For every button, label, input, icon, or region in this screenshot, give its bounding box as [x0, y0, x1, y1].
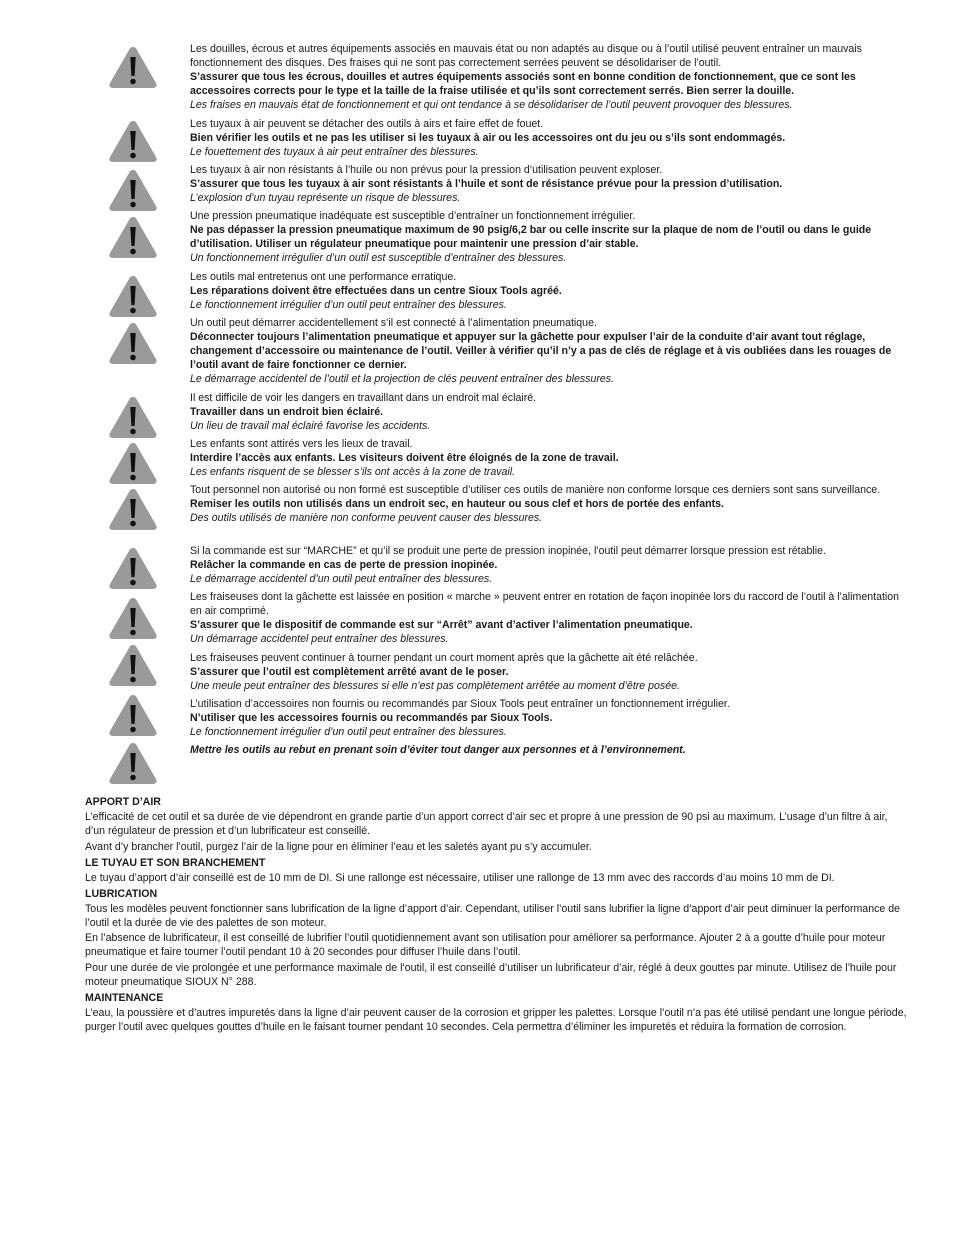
- warning-hazard: Il est difficile de voir les dangers en travaillant dans un endroit mal éclairé.: [190, 392, 537, 404]
- warning-triangle-icon: [108, 487, 158, 531]
- section-paragraph: En l’absence de lubrificateur, il est conseillé de lubrifier l’outil quotidiennement avant son utilisation pour améliorer sa performance. Ajouter 2 à a goutte d’huile pour moteur pneumatique et faire tourner l’outil pendant 10 à 20 secondes pour diffuser l’huile dans l’outil.: [85, 932, 886, 958]
- warning-hazard: Les outils mal entretenus ont une performance erratique.: [190, 271, 457, 283]
- warning-hazard: Tout personnel non autorisé ou non formé est susceptible d’utiliser ces outils de manière non conforme lorsque ces derniers sont sans surveillance.: [190, 484, 881, 496]
- warning-text: [190, 590, 910, 646]
- warning-instruction: S’assurer que tous les tuyaux à air sont résistants à l’huile et sont de résistance prévue pour la pression d’utilisation.: [190, 178, 783, 190]
- warning-instruction: Les réparations doivent être effectuées dans un centre Sioux Tools agréé.: [190, 285, 562, 297]
- warning-instruction: S’assurer que l’outil est complètement arrêté avant de le poser.: [190, 666, 509, 678]
- warning-instruction: Relâcher la commande en cas de perte de pression inopinée.: [190, 559, 498, 571]
- warning-triangle-icon: [108, 45, 158, 89]
- warning-instruction: N’utiliser que les accessoires fournis ou recommandés par Sioux Tools.: [190, 712, 553, 724]
- warning-text: [190, 117, 910, 159]
- warning-text: [190, 743, 910, 757]
- warning-text: [190, 270, 910, 312]
- warning-text: [190, 483, 910, 525]
- section-heading: LUBRICATION: [85, 887, 158, 900]
- warning-hazard: Les tuyaux à air non résistants à l’huile ou non prévus pour la pression d’utilisation peuvent exploser.: [190, 164, 663, 176]
- warning-disposal-note: Mettre les outils au rebut en prenant soin d’éviter tout danger aux personnes et à l’environnement.: [190, 744, 686, 756]
- warning-triangle-icon: [108, 119, 158, 163]
- warning-hazard: Les fraiseuses peuvent continuer à tourner pendant un court moment après que la gâchette ait été relâchée.: [190, 652, 698, 664]
- warning-text: [190, 163, 910, 205]
- warning-triangle-icon: [108, 441, 158, 485]
- warning-hazard: Si la commande est sur “MARCHE” et qu’il se produit une perte de pression inopinée, l’outil peut démarrer lorsque pression est rétablie.: [190, 545, 826, 557]
- warning-instruction: S’assurer que tous les écrous, douilles et autres équipements associés sont en bonne condition de fonctionnement, que ce sont les accessoires corrects pour le type et la taille de la fraise utilisée et qu’ils sont correctement serrés. Bien serrer la douille.: [190, 71, 856, 97]
- warning-consequence: Une meule peut entraîner des blessures si elle n’est pas complètement arrêtée au moment d’être posée.: [190, 680, 680, 692]
- section-paragraph: L’efficacité de cet outil et sa durée de vie dépendront en grande partie d’un apport correct d’air sec et propre à une pression de 90 psi au maximum. L’usage d’un filtre à air, d’un régulateur de pression et d’un lubrificateur est conseillé.: [85, 811, 888, 837]
- warning-consequence: Le fouettement des tuyaux à air peut entraîner des blessures.: [190, 146, 479, 158]
- warning-hazard: Les tuyaux à air peuvent se détacher des outils à airs et faire effet de fouet.: [190, 118, 544, 130]
- warning-text: [190, 316, 910, 386]
- warning-consequence: Un lieu de travail mal éclairé favorise les accidents.: [190, 420, 431, 432]
- section-paragraph: Pour une durée de vie prolongée et une performance maximale de l’outil, il est conseillé d’utiliser un lubrificateur d’air, réglé à deux gouttes par minute. Utilisez de l’huile pour moteur pneumatique SIOUX N° 288.: [85, 961, 897, 988]
- warning-consequence: L’explosion d’un tuyau représente un risque de blessures.: [190, 192, 461, 204]
- section: [85, 795, 910, 854]
- warning-consequence: Le fonctionnement irrégulier d’un outil peut entraîner des blessures.: [190, 726, 507, 738]
- warning-text: [190, 544, 910, 586]
- warning-triangle-icon: [108, 643, 158, 687]
- section-heading: MAINTENANCE: [85, 991, 164, 1004]
- section: [85, 856, 910, 885]
- warning-text: [190, 391, 910, 433]
- warning-triangle-icon: [108, 321, 158, 365]
- warning-text: [190, 209, 910, 265]
- warning-triangle-icon: [108, 215, 158, 259]
- warning-consequence: Un démarrage accidentel peut entraîner des blessures.: [190, 633, 449, 645]
- warning-instruction: Ne pas dépasser la pression pneumatique maximum de 90 psig/6,2 bar ou celle inscrite sur la plaque de nom de l’outil ou dans le guide d’utilisation. Utiliser un régulateur pneumatique pour maintenir une pression d’air stable.: [190, 224, 872, 250]
- section-heading: LE TUYAU ET SON BRANCHEMENT: [85, 856, 266, 869]
- warning-hazard: L’utilisation d’accessoires non fournis ou recommandés par Sioux Tools peut entraîner un fonctionnement irrégulier.: [190, 698, 730, 710]
- section-paragraph: L’eau, la poussière et d’autres impuretés dans la ligne d’air peuvent causer de la corrosion et gripper les palettes. Lorsque l’outil n’a pas été utilisé pendant une longue période, purger l’outil avec quelques gouttes d’huile en le faisant tourner pendant 10 secondes. Cela permettra d’éliminer les impuretés et réduira la formation de corrosion.: [85, 1006, 907, 1033]
- warning-text: [190, 437, 910, 479]
- warning-consequence: Le démarrage accidentel de l’outil et la projection de clés peuvent entraîner des blessures.: [190, 373, 615, 385]
- warning-triangle-icon: [108, 741, 158, 785]
- warning-triangle-icon: [108, 546, 158, 590]
- warning-hazard: Un outil peut démarrer accidentellement s’il est connecté à l’alimentation pneumatique.: [190, 317, 597, 329]
- warning-consequence: Le démarrage accidentel d’un outil peut entraîner des blessures.: [190, 573, 493, 585]
- section-heading: APPORT D’AIR: [85, 796, 161, 808]
- warning-hazard: Une pression pneumatique inadéquate est susceptible d’entraîner un fonctionnement irrégulier.: [190, 210, 636, 222]
- warning-text: [190, 697, 910, 739]
- instructions-sections: [85, 793, 910, 1035]
- warning-hazard: Les fraiseuses dont la gâchette est laissée en position « marche » peuvent entrer en rotation de façon inopinée lors du raccord de l’outil à l’alimentation en air comprimé.: [190, 591, 900, 617]
- warning-triangle-icon: [108, 693, 158, 737]
- warning-consequence: Le fonctionnement irrégulier d’un outil peut entraîner des blessures.: [190, 299, 507, 311]
- warning-consequence: Les fraises en mauvais état de fonctionnement et qui ont tendance à se désolidariser de l’outil peuvent provoquer des blessures.: [190, 99, 793, 111]
- warning-consequence: Un fonctionnement irrégulier d’un outil est susceptible d’entraîner des blessures.: [190, 252, 567, 264]
- warning-text: [190, 651, 910, 693]
- section-paragraph: Tous les modèles peuvent fonctionner sans lubrification de la ligne d’apport d’air. Cependant, utiliser l’outil sans lubrifier la ligne d’apport d’air peut diminuer la performance de l’outil et la durée de vie des palettes de son moteur.: [85, 902, 901, 929]
- warning-instruction: Bien vérifier les outils et ne pas les utiliser si les tuyaux à air ou les accessoires ont du jeu ou s’ils sont endommagés.: [190, 132, 786, 144]
- warning-hazard: Les douilles, écrous et autres équipements associés en mauvais état ou non adaptés au disque ou à l’outil utilisé peuvent entraîner un mauvais fonctionnement des disques. Des fraises qui ne sont pas correctement serrées peuvent se désolidariser de l’outil.: [190, 43, 862, 69]
- warning-triangle-icon: [108, 395, 158, 439]
- section: [85, 887, 910, 989]
- warning-consequence: Les enfants risquent de se blesser s’ils ont accès à la zone de travail.: [190, 466, 516, 478]
- warning-triangle-icon: [108, 168, 158, 212]
- warning-instruction: Interdire l’accès aux enfants. Les visiteurs doivent être éloignés de la zone de travail.: [190, 452, 619, 464]
- warning-consequence: Des outils utilisés de manière non conforme peuvent causer des blessures.: [190, 512, 543, 524]
- warning-triangle-icon: [108, 274, 158, 318]
- section-paragraph: Le tuyau d’apport d’air conseillé est de 10 mm de DI. Si une rallonge est nécessaire, utiliser une rallonge de 13 mm avec des raccords d’au moins 10 mm de DI.: [85, 871, 835, 884]
- warning-instruction: S’assurer que le dispositif de commande est sur “Arrêt” avant d’activer l’alimentation pneumatique.: [190, 619, 693, 631]
- warning-text: [190, 42, 910, 112]
- warning-triangle-icon: [108, 596, 158, 640]
- warning-instruction: Déconnecter toujours l’alimentation pneumatique et appuyer sur la gâchette pour expulser l’air de la conduite d’air avant tout réglage, changement d’accessoire ou maintenance de l’outil. Veiller à vérifier qu’il n’y a pas de clés de réglage et à vis oubliées dans les rouages de l’outil avant de faire fonctionner ce dernier.: [190, 331, 892, 371]
- warning-instruction: Travailler dans un endroit bien éclairé.: [190, 406, 384, 418]
- section-paragraph: Avant d’y brancher l’outil, purgez l’air de la ligne pour en éliminer l’eau et les saletés ayant pu s’y accumuler.: [85, 840, 592, 853]
- section: [85, 991, 910, 1034]
- warning-hazard: Les enfants sont attirés vers les lieux de travail.: [190, 438, 413, 450]
- warning-instruction: Remiser les outils non utilisés dans un endroit sec, en hauteur ou sous clef et hors de portée des enfants.: [190, 498, 724, 510]
